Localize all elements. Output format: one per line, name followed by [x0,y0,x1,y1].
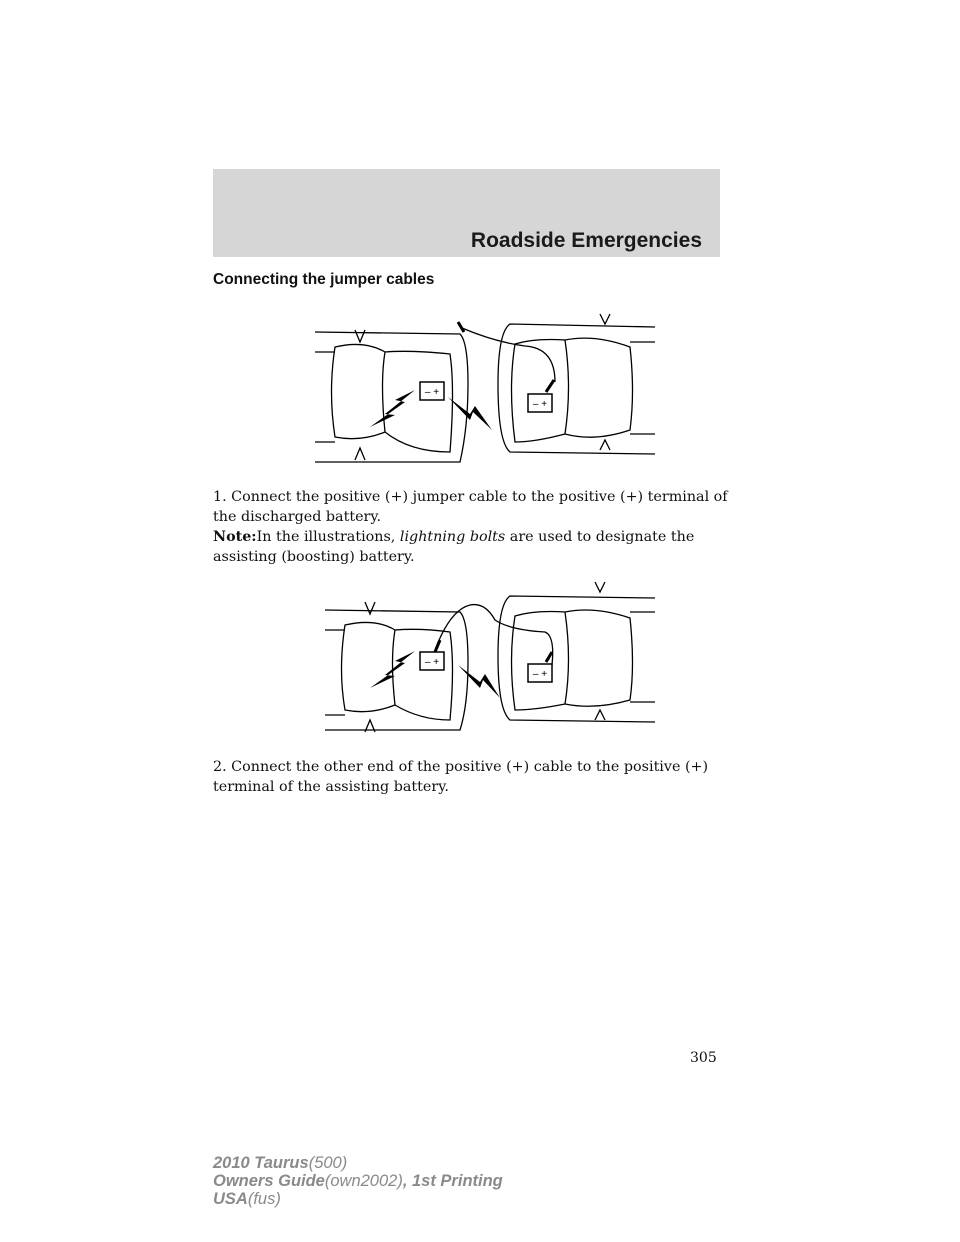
step-1-text: 1. Connect the positive (+) jumper cable to the positive (+) terminal of the discharged battery. [213,489,728,525]
battery-terminal-label: – + [424,387,440,398]
lightning-bolt-icon [458,665,500,698]
left-car-windshield [342,622,396,711]
jumper-cable-figure-1 [310,302,660,467]
left-mirror-top [355,330,365,342]
left-mirror-bottom [355,448,365,460]
page-number: 305 [690,1050,717,1066]
battery-terminal-label: – + [424,657,440,668]
right-car-windshield [565,610,633,706]
step-2-text: 2. Connect the other end of the positive (+) cable to the positive (+) terminal of the assisting battery. [213,759,709,795]
print-info-footer [213,1154,503,1208]
cable-clamp-free [458,322,464,332]
right-mirror-bottom [595,710,605,720]
note-emphasis: lightning bolts [399,529,506,545]
lightning-bolt-icon [448,397,492,430]
cable-clamp-discharged [435,640,440,652]
note-text-after: are used to designate the assisting (boosting) battery. [213,529,695,565]
two-cars-diagram-2 [310,580,660,745]
right-mirror-top [600,314,610,324]
section-title: Roadside Emergencies [470,229,702,252]
cable-clamp-assisting [546,652,552,662]
lightning-bolt-icon [370,390,415,427]
left-car-hood-line [385,351,453,452]
jumper-cable-figure-2 [310,580,660,745]
footer-line-2: Owners Guide(own2002), 1st Printing [213,1172,503,1190]
footer-line-1: 2010 Taurus(500) [213,1154,348,1172]
right-mirror-bottom [600,440,610,450]
section-heading: Connecting the jumper cables [213,271,435,288]
section-header-band [213,169,720,257]
note-text-before: In the illustrations, [256,529,400,545]
left-car-windshield [332,344,386,438]
footer-line-3: USA(fus) [213,1190,281,1208]
two-cars-diagram-1 [310,302,660,467]
right-mirror-top [595,582,605,592]
left-car-body [325,610,468,730]
jumper-cable [462,328,555,382]
left-mirror-top [365,602,375,614]
cable-clamp-battery [546,380,554,392]
note-label: Note: [213,529,257,545]
battery-terminal-label: – + [532,669,548,680]
right-car-windshield [565,338,633,437]
battery-terminal-label: – + [532,399,548,410]
note-paragraph [213,527,733,567]
